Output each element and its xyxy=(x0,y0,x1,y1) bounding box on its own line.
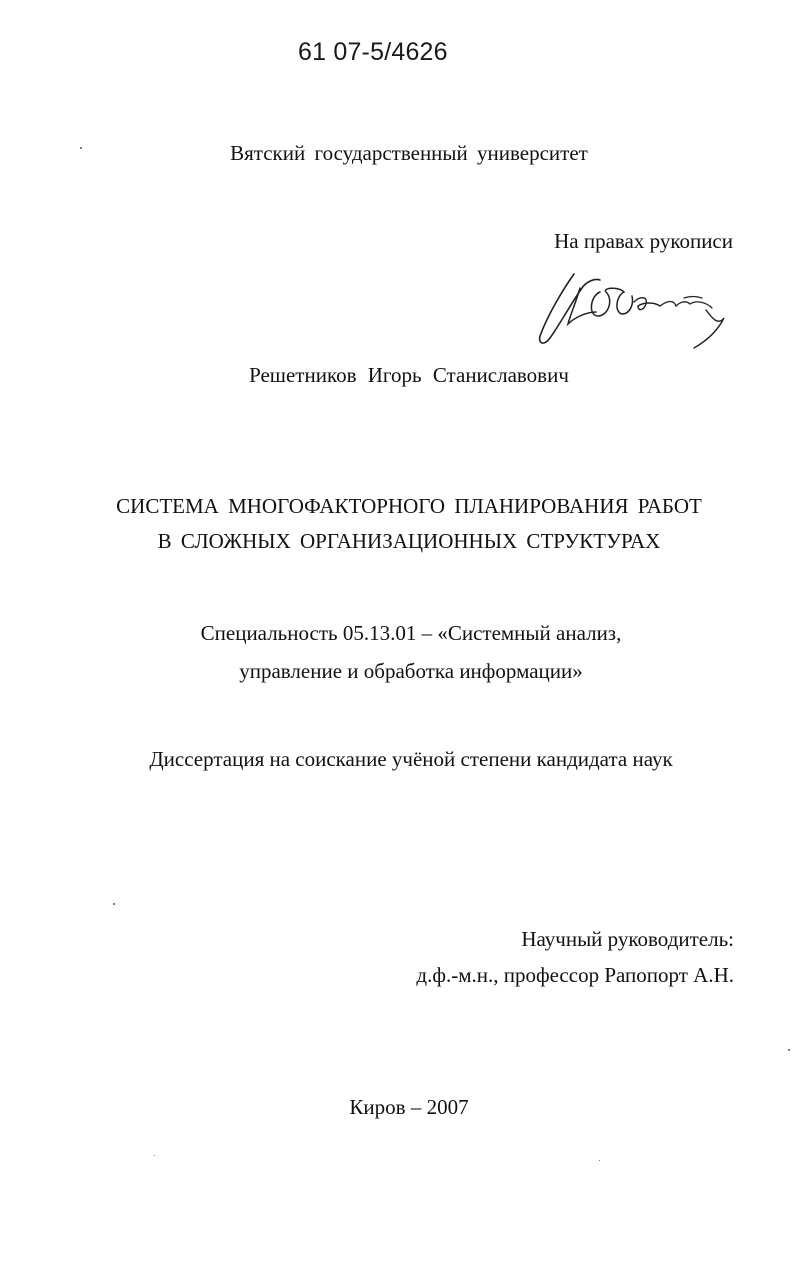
author-name: Решетников Игорь Станиславович xyxy=(249,363,569,387)
archive-number: 61 07-5/4626 xyxy=(298,38,448,66)
scan-speck xyxy=(788,1049,790,1051)
supervisor-name: д.ф.-м.н., профессор Рапопорт А.Н. xyxy=(416,963,734,987)
manuscript-note: На правах рукописи xyxy=(554,229,733,253)
scan-speck xyxy=(80,147,82,149)
scan-speck xyxy=(113,903,115,905)
scan-speck xyxy=(599,1160,600,1161)
thesis-title-line-1: СИСТЕМА МНОГОФАКТОРНОГО ПЛАНИРОВАНИЯ РАБОТ xyxy=(116,494,702,518)
scan-speck xyxy=(154,1155,155,1156)
author-signature xyxy=(534,266,734,350)
supervisor-label: Научный руководитель: xyxy=(521,927,734,951)
university-name: Вятский государственный университет xyxy=(230,141,588,165)
city-year: Киров – 2007 xyxy=(349,1095,469,1119)
specialty-line-2: управление и обработка информации» xyxy=(239,659,583,683)
degree-statement: Диссертация на соискание учёной степени кандидата наук xyxy=(149,747,673,771)
specialty-line-1: Специальность 05.13.01 – «Системный анализ, xyxy=(200,621,622,645)
thesis-title-line-2: В СЛОЖНЫХ ОРГАНИЗАЦИОННЫХ СТРУКТУРАХ xyxy=(157,529,661,553)
